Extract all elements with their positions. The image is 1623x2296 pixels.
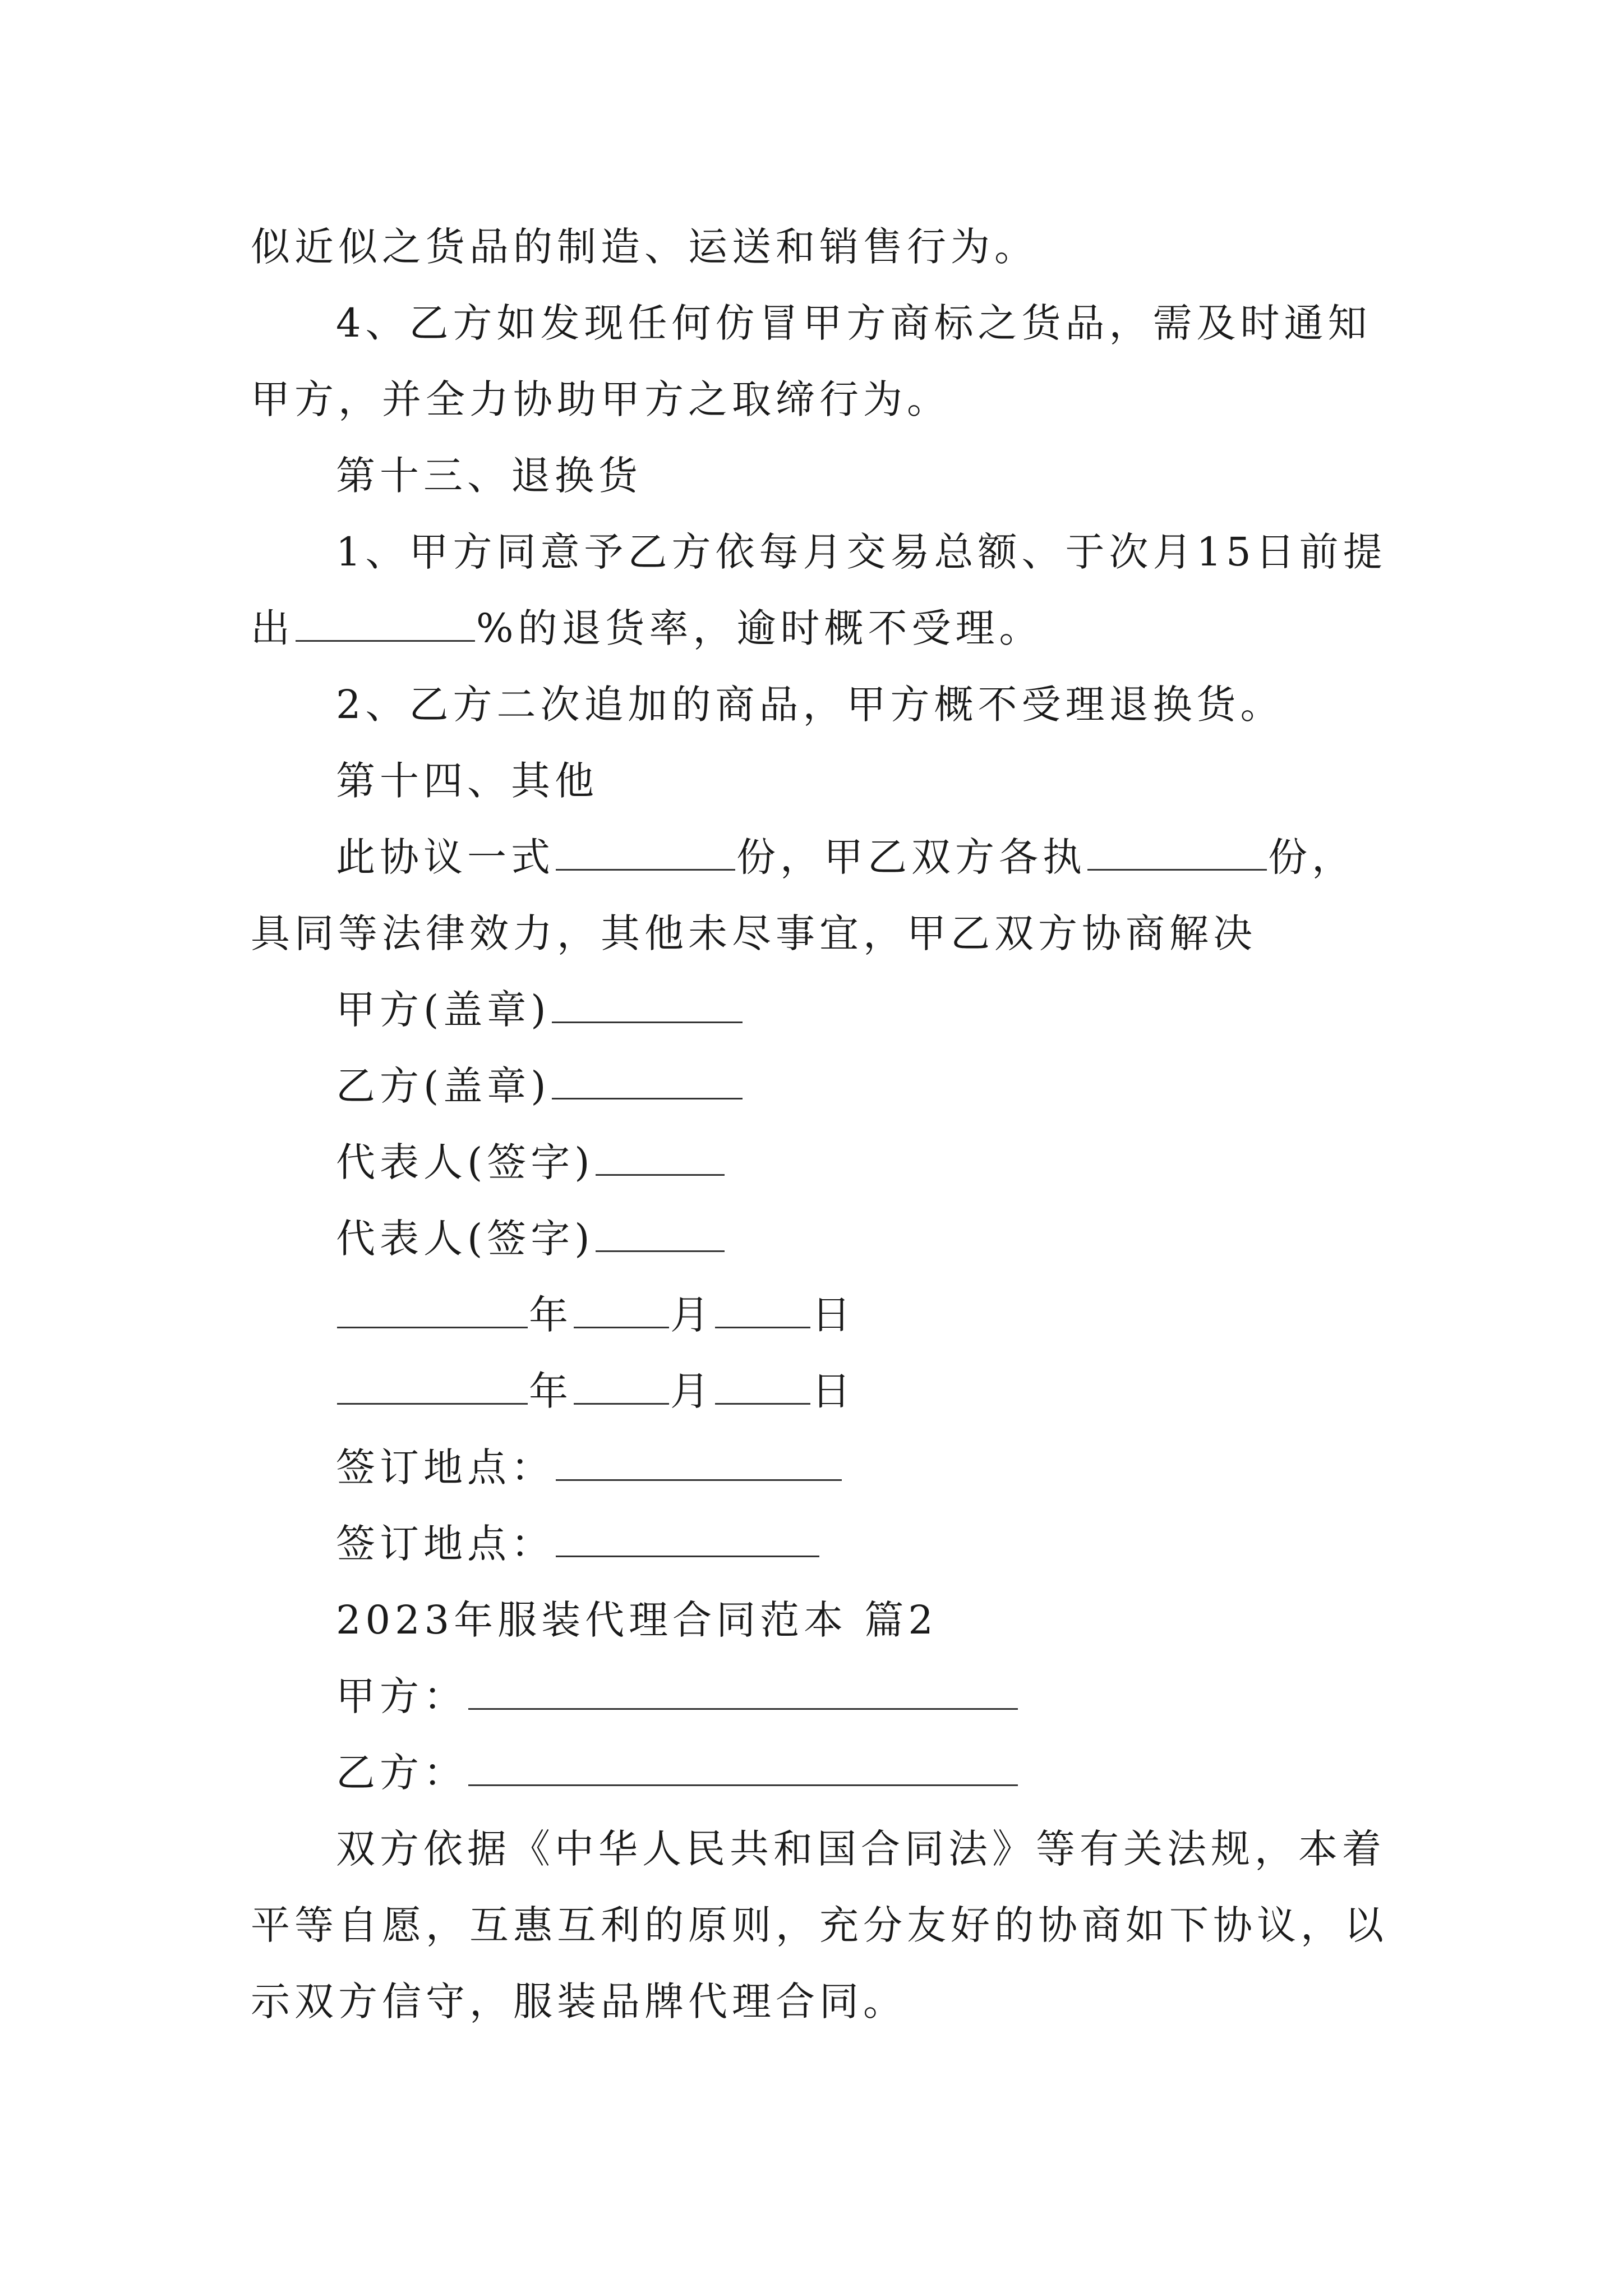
fill-in-blank[interactable] <box>596 1139 725 1176</box>
party-label: 甲方： <box>336 1673 467 1719</box>
text-run: 2023年服装代理合同范本 篇2 <box>336 1597 938 1643</box>
signature-line <box>251 1048 1389 1124</box>
date-day-label: 日 <box>811 1368 855 1414</box>
place-label: 签订地点： <box>336 1444 555 1490</box>
fill-in-blank[interactable] <box>337 1292 528 1328</box>
paragraph-line <box>251 1811 1389 1887</box>
signature-line <box>251 1200 1389 1277</box>
fill-in-blank[interactable] <box>574 1292 669 1328</box>
text-run: 此协议一式 <box>336 834 555 880</box>
paragraph-line <box>251 514 1389 590</box>
paragraph-line <box>251 361 1389 438</box>
date-month-label: 月 <box>670 1368 714 1414</box>
signature-label: 甲方(盖章) <box>336 987 551 1033</box>
fill-in-blank[interactable] <box>468 1750 1018 1786</box>
signature-label: 代表人(签字) <box>336 1216 594 1262</box>
date-day-label: 日 <box>811 1292 855 1338</box>
paragraph-line <box>251 285 1389 361</box>
section-heading <box>251 438 1389 514</box>
place-label: 签订地点： <box>336 1521 555 1567</box>
paragraph-line <box>251 895 1389 972</box>
text-run: 具同等法律效力，其他未尽事宜，甲乙双方协商解决 <box>251 910 1257 956</box>
fill-in-blank[interactable] <box>556 1521 819 1557</box>
fill-in-blank[interactable] <box>337 1368 528 1405</box>
text-run: 第十四、其他 <box>336 758 598 804</box>
date-year-label: 年 <box>529 1368 573 1414</box>
fill-in-blank[interactable] <box>556 834 735 871</box>
signature-line <box>251 972 1389 1048</box>
date-year-label: 年 <box>529 1292 573 1338</box>
paragraph-line <box>251 666 1389 743</box>
text-run: 4、乙方如发现任何仿冒甲方商标之货品，需及时通知 <box>336 300 1372 346</box>
fill-in-blank[interactable] <box>552 1063 743 1099</box>
signature-line <box>251 1124 1389 1200</box>
fill-in-blank[interactable] <box>552 987 743 1023</box>
text-run: 平等自愿，互惠互利的原则，充分友好的协商如下协议，以 <box>251 1902 1388 1948</box>
paragraph-line <box>251 1963 1389 2040</box>
section-heading <box>251 743 1389 819</box>
place-line <box>251 1429 1389 1506</box>
signature-label: 乙方(盖章) <box>336 1063 551 1109</box>
fill-in-blank[interactable] <box>1087 834 1267 871</box>
text-run: 出 <box>251 605 294 651</box>
fill-in-blank[interactable] <box>715 1292 810 1328</box>
section-title <box>251 1582 1389 1658</box>
fill-in-blank[interactable] <box>596 1216 725 1252</box>
signature-label: 代表人(签字) <box>336 1139 594 1185</box>
fill-in-blank[interactable] <box>468 1673 1018 1710</box>
party-label: 乙方： <box>336 1750 467 1796</box>
text-run: 示双方信守，服装品牌代理合同。 <box>251 1978 907 2024</box>
paragraph-line <box>251 209 1389 285</box>
place-line <box>251 1506 1389 1582</box>
text-run: 份，甲乙双方各执 <box>736 834 1086 880</box>
text-run: 双方依据《中华人民共和国合同法》等有关法规，本着 <box>336 1826 1386 1872</box>
fill-in-blank[interactable] <box>715 1368 810 1405</box>
date-month-label: 月 <box>670 1292 714 1338</box>
fill-in-blank[interactable] <box>574 1368 669 1405</box>
text-run: 1、甲方同意予乙方依每月交易总额、于次月15日前提 <box>336 529 1387 575</box>
text-run: 似近似之货品的制造、运送和销售行为。 <box>251 224 1038 270</box>
paragraph-line <box>251 819 1389 895</box>
party-line <box>251 1734 1389 1811</box>
text-run: 甲方，并全力协助甲方之取缔行为。 <box>251 376 951 422</box>
party-line <box>251 1658 1389 1734</box>
text-run: 第十三、退换货 <box>336 453 642 499</box>
paragraph-line <box>251 590 1389 666</box>
date-line <box>251 1353 1389 1429</box>
fill-in-blank[interactable] <box>296 605 475 642</box>
paragraph-line <box>251 1887 1389 1963</box>
text-run: %的退货率，逾时概不受理。 <box>476 605 1043 651</box>
fill-in-blank[interactable] <box>556 1444 842 1481</box>
date-line <box>251 1277 1389 1353</box>
document-body <box>251 209 1389 2040</box>
text-run: 份， <box>1268 834 1355 880</box>
text-run: 2、乙方二次追加的商品，甲方概不受理退换货。 <box>336 682 1284 728</box>
